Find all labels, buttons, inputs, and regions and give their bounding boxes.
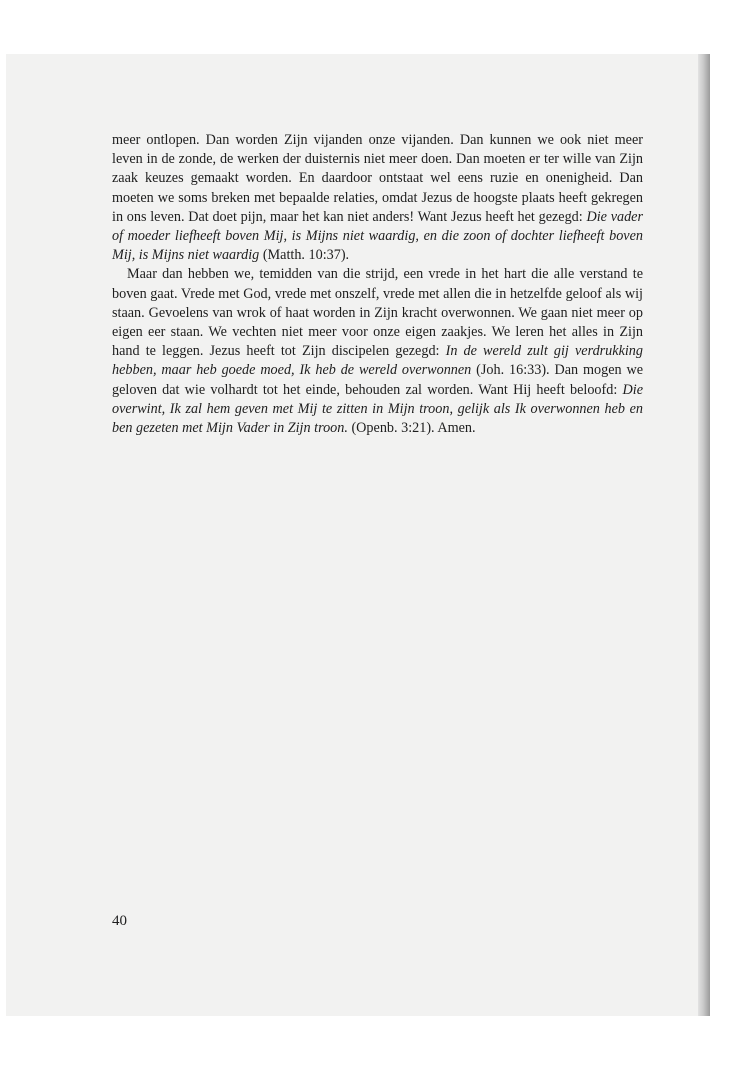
paragraph-1-reference: (Matth. 10:37). xyxy=(259,247,350,264)
paragraph-2-text-3: (Openb. 3:21). Amen. xyxy=(347,420,476,437)
paragraph-1-quote: Die vader of moeder liefheeft boven Mij, is Mijns niet waardig, en die zoon of dochter liefheeft boven Mij, is Mijns niet waardig xyxy=(112,208,643,264)
page-number: 40 xyxy=(112,913,127,929)
body-text xyxy=(112,131,643,438)
paragraph-1 xyxy=(112,131,643,265)
paragraph-2-quote-2: Die overwint, Ik zal hem geven met Mij te zitten in Mijn troon, gelijk als Ik overwonnen heb en ben gezeten met Mijn Vader in Zijn troon. xyxy=(112,381,643,437)
paragraph-2 xyxy=(112,265,643,438)
book-page-edge xyxy=(698,54,710,1016)
paragraph-2-quote-1: In de wereld zult gij verdrukking hebben, maar heb goede moed, Ik heb de wereld overwonnen xyxy=(112,343,643,379)
paragraph-1-text-1: meer ontlopen. Dan worden Zijn vijanden onze vijanden. Dan kunnen we ook niet meer leven in de zonde, de werken der duisternis niet meer doen. Dan moeten er ter wille van Zijn zaak keuzes gemaakt worden. En daardoor ontstaat wel eens ruzie en onenigheid. Dan moeten we soms breken met bepaalde relaties, omdat Jezus de hoogste plaats heeft gekregen in ons leven. Dat doet pijn, maar het kan niet anders! Want Jezus heeft het gezegd: xyxy=(112,132,643,225)
paragraph-2-text-2: (Joh. 16:33). Dan mogen we geloven dat wie volhardt tot het einde, behouden zal worden. Want Hij heeft beloofd: xyxy=(112,362,643,398)
paragraph-2-text-1: Maar dan hebben we, temidden van die strijd, een vrede in het hart die alle verstand te boven gaat. Vrede met God, vrede met onszelf, vrede met allen die in hetzelfde geloof als wij staan. Gevoelens van wrok of haat worden in Zijn kracht overwonnen. We gaan niet meer op eigen eer staan. We vechten niet meer voor onze eigen zaakjes. We leren het alles in Zijn hand te leggen. Jezus heeft tot Zijn discipelen gezegd: xyxy=(112,266,643,360)
